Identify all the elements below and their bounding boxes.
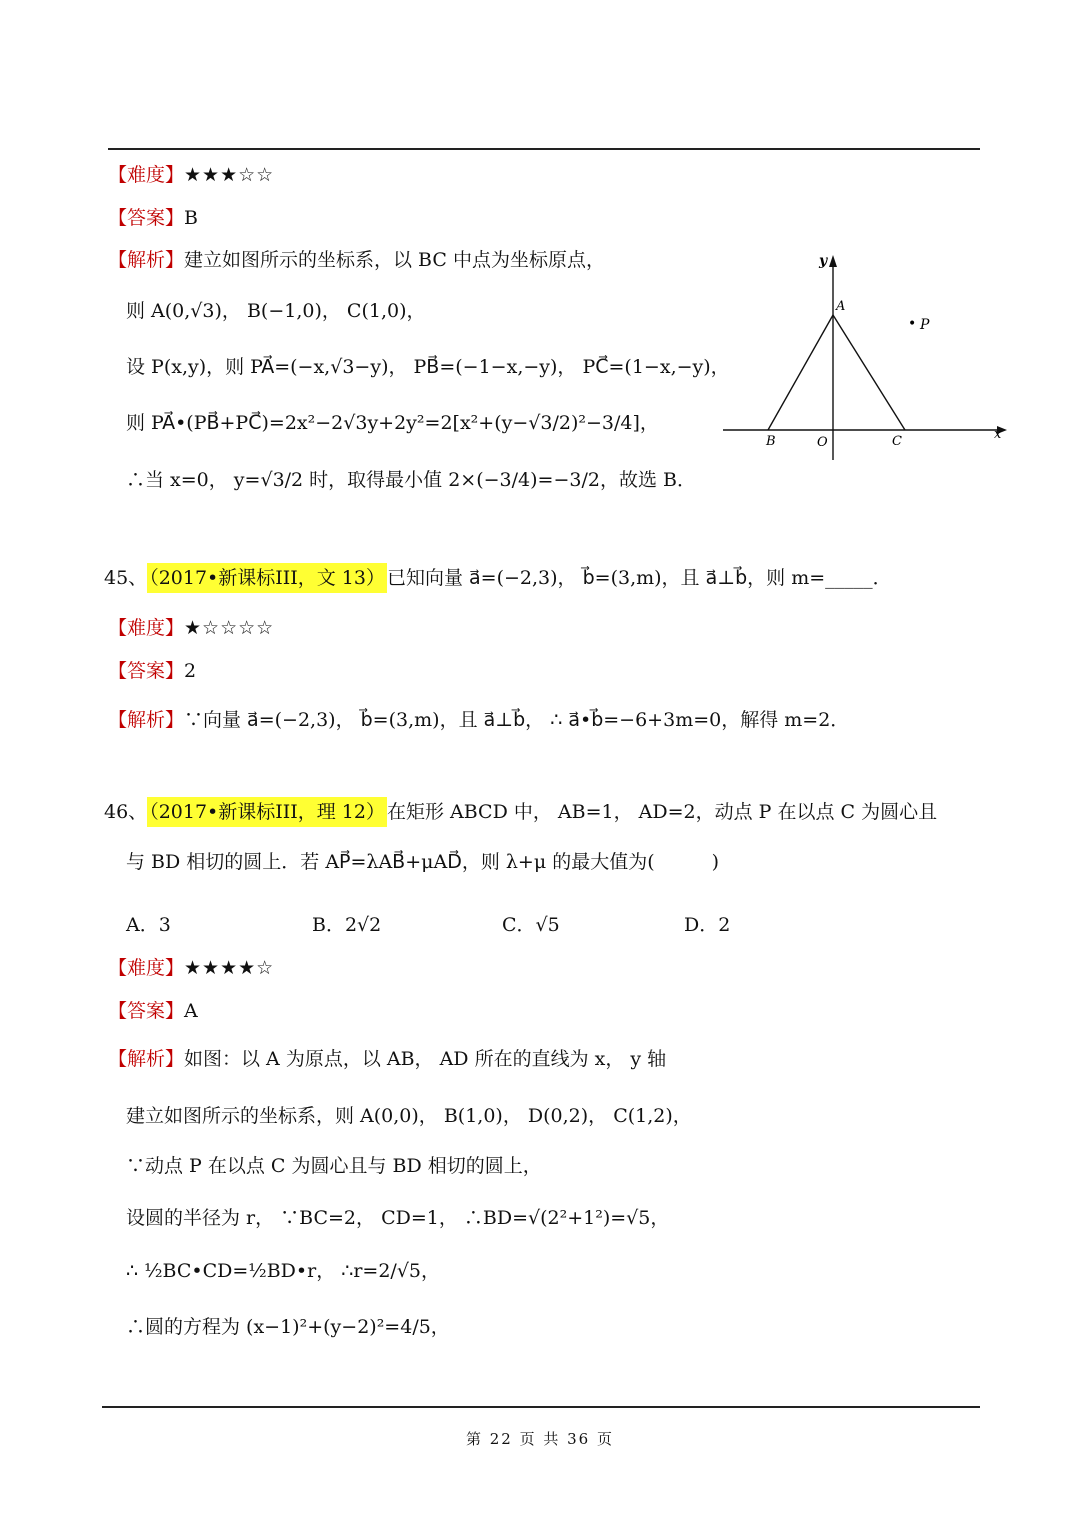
q44-analysis (108, 251, 605, 270)
label-p-marker: • (908, 316, 917, 332)
q45-answer (108, 662, 196, 681)
segment-ba (768, 315, 833, 430)
answer-value: 2 (184, 660, 197, 682)
q46-difficulty (108, 959, 274, 978)
difficulty-stars: ★☆☆☆☆ (184, 617, 275, 639)
q45-analysis (108, 711, 849, 730)
label-b: B (766, 434, 776, 449)
label-c: C (892, 434, 902, 449)
y-axis-arrow (829, 255, 837, 267)
q46-line-5: ∴圆的方程为 (x−1)²+(y−2)²=4/5， (126, 1316, 450, 1338)
question-stem: 在矩形 ABCD 中， AB=1， AD=2，动点 P 在以点 C 为圆心且 (386, 801, 938, 823)
q45-stem (104, 569, 892, 588)
analysis-tag: 【解析】 (108, 709, 185, 731)
q44-line-4: 则 PA⃗•(PB⃗+PC⃗)=2x²−2√3y+2y²=2[x²+(y−√3/2)²−3/4]， (126, 412, 659, 434)
q44-answer (108, 209, 198, 228)
q46-answer (108, 1002, 198, 1021)
analysis-line: 建立如图所示的坐标系，以 BC 中点为坐标原点， (184, 249, 605, 271)
footer-rule (102, 1406, 980, 1408)
coordinate-figure (715, 245, 1015, 470)
question-source: （2017•新课标III，理 12） (147, 797, 387, 827)
answer-value: B (184, 207, 198, 229)
q46-line-4: ∴ ½BC•CD=½BD•r， ∴r=2/√5， (126, 1260, 441, 1282)
difficulty-tag: 【难度】 (108, 957, 185, 979)
answer-tag: 【答案】 (108, 660, 185, 682)
q45-difficulty (108, 619, 274, 638)
q46-stem-line-2: 与 BD 相切的圆上．若 AP⃗=λAB⃗+μAD⃗，则 λ+μ 的最大值为( ) (126, 851, 720, 873)
choice-d: D．2 (684, 914, 731, 936)
choice-c: C．√5 (502, 914, 560, 936)
q44-difficulty (108, 166, 274, 185)
difficulty-stars: ★★★★☆ (184, 957, 275, 979)
segment-ac (833, 315, 905, 430)
question-number: 46、 (104, 801, 148, 823)
label-p: P (920, 317, 930, 333)
q46-line-1: 建立如图所示的坐标系，则 A(0,0)， B(1,0)， D(0,2)， C(1,2)， (126, 1105, 692, 1127)
analysis-text: 如图：以 A 为原点，以 AB， AD 所在的直线为 x， y 轴 (184, 1048, 667, 1070)
q46-line-3: 设圆的半径为 r， ∵BC=2， CD=1， ∴BD=√(2²+1²)=√5， (126, 1207, 670, 1229)
label-y: y (819, 253, 828, 269)
q44-line-2: 则 A(0,√3)， B(−1,0)， C(1,0)， (126, 300, 426, 322)
answer-tag: 【答案】 (108, 207, 185, 229)
label-o: O (817, 435, 828, 450)
q46-stem (104, 803, 937, 822)
analysis-tag: 【解析】 (108, 249, 185, 271)
analysis-tag: 【解析】 (108, 1048, 185, 1070)
answer-value: A (184, 1000, 198, 1022)
choice-b: B．2√2 (312, 914, 382, 936)
label-a: A (836, 299, 846, 314)
page-footer: 第 22 页 共 36 页 (465, 1430, 614, 1448)
q44-line-5: ∴当 x=0， y=√3/2 时，取得最小值 2×(−3/4)=−3/2，故选 B． (126, 469, 696, 491)
label-x: x (994, 427, 1002, 442)
q44-line-3: 设 P(x,y)，则 PA⃗=(−x,√3−y)， PB⃗=(−1−x,−y)， PC⃗=(1−x,−y)， (126, 356, 730, 378)
q46-line-2: ∵动点 P 在以点 C 为圆心且与 BD 相切的圆上， (126, 1155, 542, 1177)
question-number: 45、 (104, 567, 148, 589)
question-stem: 已知向量 a⃗=(−2,3)， b⃗=(3,m)，且 a⃗⊥b⃗，则 m=_____． (386, 567, 892, 589)
q46-analysis (108, 1050, 666, 1069)
analysis-text: ∵向量 a⃗=(−2,3)， b⃗=(3,m)，且 a⃗⊥b⃗， ∴ a⃗•b⃗=−6+3m=0，解得 m=2． (184, 709, 850, 731)
choice-a: A．3 (126, 914, 171, 936)
difficulty-tag: 【难度】 (108, 617, 185, 639)
difficulty-stars: ★★★☆☆ (184, 164, 275, 186)
header-rule (108, 148, 980, 150)
question-source: （2017•新课标III，文 13） (147, 563, 387, 593)
answer-tag: 【答案】 (108, 1000, 185, 1022)
difficulty-tag: 【难度】 (108, 164, 185, 186)
